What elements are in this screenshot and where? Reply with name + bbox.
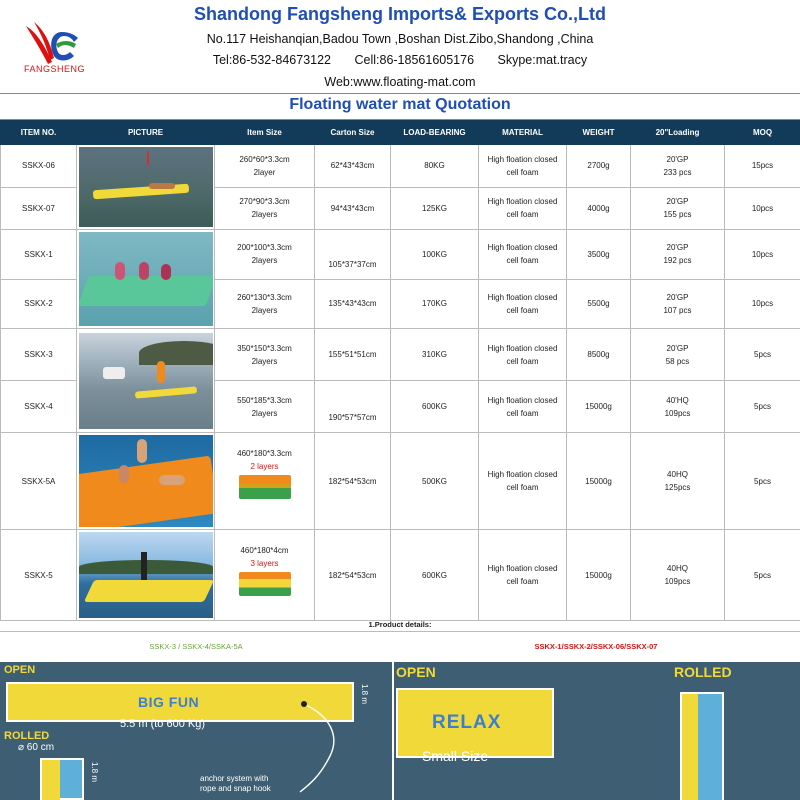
item-size: 550*185*3.3cm 2layers — [215, 381, 315, 433]
item-no: SSKX-07 — [1, 187, 77, 230]
item-size: 270*90*3.3cm 2layers — [215, 187, 315, 230]
layer-swatch — [239, 475, 291, 499]
quotation-table — [0, 120, 800, 621]
rolled-label: ROLLED — [4, 730, 50, 742]
item-size: 200*100*3.3cm 2layers — [215, 230, 315, 280]
carton-size: 182*54*53cm — [315, 530, 391, 621]
loading: 20'GP 107 pcs — [631, 279, 725, 329]
col-carton-size: Carton Size — [315, 121, 391, 145]
weight: 5500g — [567, 279, 631, 329]
col-material: MATERIAL — [479, 121, 567, 145]
open-label: OPEN — [396, 664, 436, 680]
item-no: SSKX-5 — [1, 530, 77, 621]
material: High floation closed cell foam — [479, 279, 567, 329]
anchor-text-1: anchor system with — [200, 774, 269, 783]
big-fun-diagram — [0, 662, 392, 800]
company-name: Shandong Fangsheng Imports& Exports Co.,Ltd — [194, 4, 606, 24]
product-details-title: 1.Product details: — [0, 618, 800, 632]
relax-text: RELAX — [432, 712, 502, 733]
loading: 20'GP 155 pcs — [631, 187, 725, 230]
weight: 2700g — [567, 145, 631, 188]
moq: 15pcs — [725, 145, 800, 188]
col-load-bearing: LOAD-BEARING — [391, 121, 479, 145]
mat-length-label: 5.5 m (to 600 Kg) — [120, 718, 205, 730]
tel: Tel:86-532-84673122 — [212, 53, 331, 67]
contact-line — [0, 53, 800, 67]
carton-size: 155*51*51cm — [315, 329, 391, 381]
table-row — [1, 145, 800, 188]
anchor-text-2: rope and snap hook — [200, 784, 271, 793]
loading: 20'GP 58 pcs — [631, 329, 725, 381]
picture-cell — [77, 230, 215, 329]
product-photo — [79, 532, 213, 618]
quotation-title: Floating water mat Quotation — [0, 96, 800, 120]
carton-size: 94*43*43cm — [315, 187, 391, 230]
load-bearing: 80KG — [391, 145, 479, 188]
moq: 5pcs — [725, 381, 800, 433]
item-size: 260*60*3.3cm 2layer — [215, 145, 315, 188]
moq: 10pcs — [725, 187, 800, 230]
picture-cell — [77, 530, 215, 621]
open-label: OPEN — [4, 664, 36, 676]
carton-size: 62*43*43cm — [315, 145, 391, 188]
product-photo — [79, 333, 213, 429]
load-bearing: 125KG — [391, 187, 479, 230]
rolled-mat — [680, 692, 724, 800]
rolled-mat — [40, 758, 84, 800]
item-size: 350*150*3.3cm 2layers — [215, 329, 315, 381]
loading: 40'HQ 109pcs — [631, 381, 725, 433]
loading: 40HQ 109pcs — [631, 530, 725, 621]
material: High floation closed cell foam — [479, 433, 567, 530]
relax-diagram — [394, 662, 800, 800]
table-row — [1, 433, 800, 530]
product-photo — [79, 147, 213, 227]
moq: 10pcs — [725, 279, 800, 329]
cell: Cell:86-18561605176 — [354, 53, 475, 67]
loading: 20'GP 192 pcs — [631, 230, 725, 280]
item-size: 460*180*3.3cm 2 layers — [215, 433, 315, 530]
right-models-label: SSKX-1/SSKX-2/SSKX-06/SSKX-07 — [534, 642, 658, 651]
col-item-no: ITEM NO. — [1, 121, 77, 145]
weight: 8500g — [567, 329, 631, 381]
material: High floation closed cell foam — [479, 145, 567, 188]
item-no: SSKX-3 — [1, 329, 77, 381]
load-bearing: 500KG — [391, 433, 479, 530]
item-size: 260*130*3.3cm 2layers — [215, 279, 315, 329]
logo-text: FANGSHENG — [24, 64, 86, 74]
website: Web:www.floating-mat.com — [324, 75, 476, 89]
loading: 40HQ 125pcs — [631, 433, 725, 530]
product-photo — [79, 232, 213, 326]
carton-size: 135*43*43cm — [315, 279, 391, 329]
roll-diameter-label: ⌀ 60 cm — [18, 742, 55, 753]
material: High floation closed cell foam — [479, 329, 567, 381]
left-models-label: SSKX-3 / SSKX-4/SSKA-5A — [149, 642, 243, 651]
material: High floation closed cell foam — [479, 530, 567, 621]
col-picture: PICTURE — [77, 121, 215, 145]
item-no: SSKX-06 — [1, 145, 77, 188]
loading: 20'GP 233 pcs — [631, 145, 725, 188]
rolled-label: ROLLED — [674, 664, 732, 680]
col-loading: 20"Loading — [631, 121, 725, 145]
table-header-row — [1, 121, 800, 145]
col-item-size: Item Size — [215, 121, 315, 145]
small-size-label: Small Size — [422, 748, 489, 764]
table-row — [1, 230, 800, 280]
item-no: SSKX-4 — [1, 381, 77, 433]
skype: Skype:mat.tracy — [497, 53, 588, 67]
material: High floation closed cell foam — [479, 230, 567, 280]
weight: 3500g — [567, 230, 631, 280]
item-no: SSKX-5A — [1, 433, 77, 530]
carton-size: 105*37*37cm — [315, 230, 391, 280]
material: High floation closed cell foam — [479, 187, 567, 230]
moq: 5pcs — [725, 329, 800, 381]
mat-width-label: 1.8 m — [360, 684, 369, 705]
weight: 4000g — [567, 187, 631, 230]
anchor-rope — [290, 696, 350, 796]
weight: 15000g — [567, 530, 631, 621]
roll-height-label: 1.8 m — [90, 762, 99, 783]
load-bearing: 100KG — [391, 230, 479, 280]
item-no: SSKX-2 — [1, 279, 77, 329]
layer-swatch — [239, 572, 291, 596]
item-size: 460*180*4cm 3 layers — [215, 530, 315, 621]
moq: 5pcs — [725, 433, 800, 530]
big-fun-text: BIG FUN — [138, 694, 200, 710]
load-bearing: 170KG — [391, 279, 479, 329]
moq: 10pcs — [725, 230, 800, 280]
picture-cell — [77, 433, 215, 530]
col-weight: WEIGHT — [567, 121, 631, 145]
table-row — [1, 530, 800, 621]
picture-cell — [77, 329, 215, 433]
table-row — [1, 329, 800, 381]
company-address: No.117 Heishanqian,Badou Town ,Boshan Dist.Zibo,Shandong ,China — [206, 32, 594, 46]
carton-size: 182*54*53cm — [315, 433, 391, 530]
load-bearing: 310KG — [391, 329, 479, 381]
product-photo — [79, 435, 213, 527]
load-bearing: 600KG — [391, 381, 479, 433]
weight: 15000g — [567, 433, 631, 530]
picture-cell — [77, 145, 215, 230]
col-moq: MOQ — [725, 121, 800, 145]
material: High floation closed cell foam — [479, 381, 567, 433]
load-bearing: 600KG — [391, 530, 479, 621]
letterhead — [0, 0, 800, 94]
weight: 15000g — [567, 381, 631, 433]
carton-size: 190*57*57cm — [315, 381, 391, 433]
moq: 5pcs — [725, 530, 800, 621]
item-no: SSKX-1 — [1, 230, 77, 280]
